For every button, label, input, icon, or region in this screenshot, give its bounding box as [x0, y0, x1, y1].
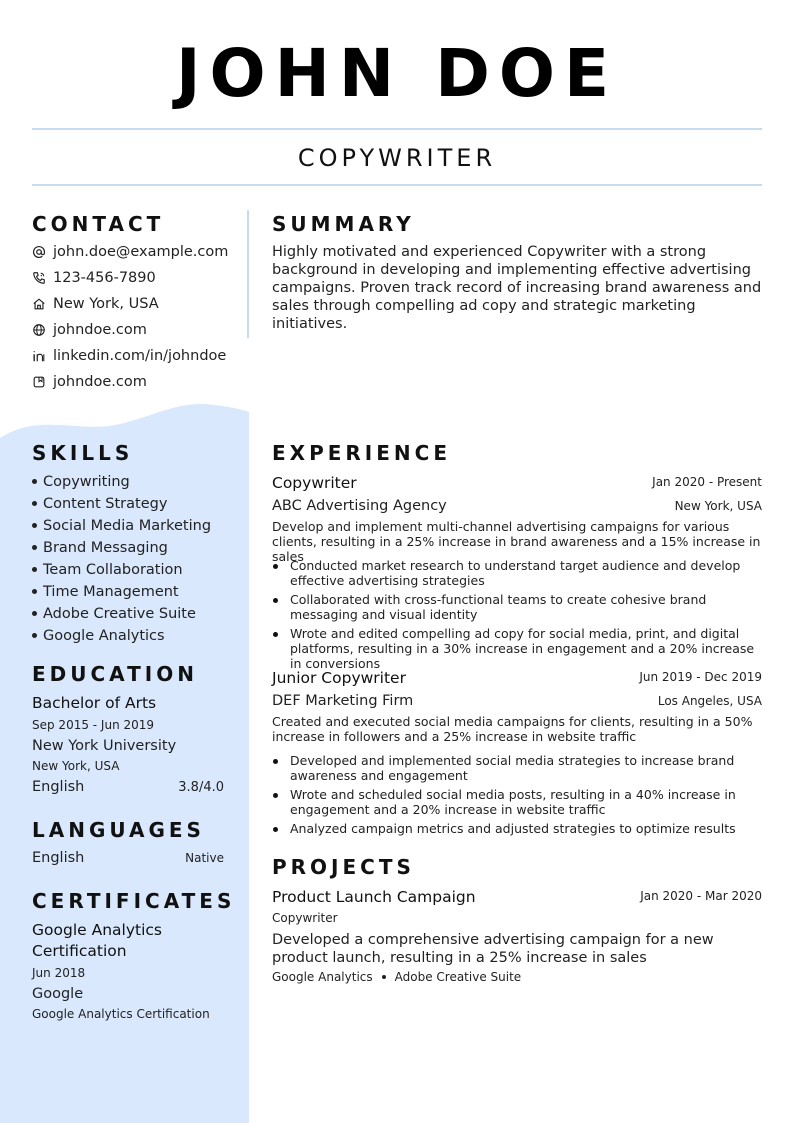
- bookmark-icon: [32, 375, 46, 389]
- header-divider-top: [32, 128, 762, 130]
- contact-location-text: New York, USA: [53, 296, 159, 312]
- job-description-1: Develop and implement multi-channel advertising campaigns for various clients, resulting in a 25% increase in brand awareness and a 15% increase in sales: [272, 519, 761, 564]
- job-company-1: ABC Advertising Agency: [272, 498, 447, 514]
- language-name: English: [32, 850, 85, 866]
- phone-icon: [32, 271, 46, 285]
- project-tool: Adobe Creative Suite: [394, 970, 522, 984]
- candidate-name: JOHN DOE: [175, 35, 619, 112]
- job-title-2: Junior Copywriter: [272, 669, 406, 687]
- job-location-1: New York, USA: [674, 499, 762, 513]
- education-degree: Bachelor of Arts: [32, 694, 157, 712]
- education-location: New York, USA: [32, 759, 120, 773]
- certificate-detail: Google Analytics Certification: [32, 1007, 210, 1021]
- education-field: English: [32, 779, 85, 795]
- certificate-name-line2: Certification: [32, 942, 127, 960]
- education-school: New York University: [32, 738, 177, 754]
- column-divider: [247, 210, 249, 338]
- skill-item: Content Strategy: [32, 493, 167, 515]
- projects-heading: PROJECTS: [272, 855, 415, 879]
- contact-portfolio-text: johndoe.com: [53, 374, 147, 390]
- globe-icon: [32, 323, 46, 337]
- skill-item: Brand Messaging: [32, 537, 168, 559]
- contact-email-text: john.doe@example.com: [53, 244, 229, 260]
- linkedin-icon: [32, 349, 46, 363]
- experience-heading: EXPERIENCE: [272, 441, 451, 465]
- job-title-1: Copywriter: [272, 474, 357, 492]
- project-tool: Google Analytics: [272, 970, 373, 984]
- languages-heading: LANGUAGES: [32, 818, 205, 842]
- project-name: Product Launch Campaign: [272, 888, 476, 906]
- separator-dot: [382, 975, 386, 979]
- summary-heading: SUMMARY: [272, 212, 415, 236]
- contact-portfolio[interactable]: [32, 369, 147, 395]
- contact-heading: CONTACT: [32, 212, 165, 236]
- skill-item: Copywriting: [32, 471, 130, 493]
- job-dates-2: Jun 2019 - Dec 2019: [639, 670, 762, 684]
- certificate-date: Jun 2018: [32, 966, 86, 980]
- contact-website[interactable]: [32, 317, 147, 343]
- skill-item: Team Collaboration: [32, 559, 183, 581]
- contact-phone[interactable]: [32, 265, 156, 291]
- skill-item: Social Media Marketing: [32, 515, 211, 537]
- header-divider-bottom: [32, 184, 762, 186]
- contact-location: [32, 291, 159, 317]
- skill-item: Time Management: [32, 581, 179, 603]
- job-description-2: Created and executed social media campaigns for clients, resulting in a 50% increase in followers and a 25% increase in website traffic: [272, 714, 753, 744]
- education-heading: EDUCATION: [32, 662, 198, 686]
- at-icon: [32, 245, 46, 259]
- project-role: Copywriter: [272, 911, 338, 925]
- certificates-heading: CERTIFICATES: [32, 889, 236, 913]
- certificate-issuer: Google: [32, 986, 84, 1002]
- summary-text: Highly motivated and experienced Copywriter with a strong background in developing and implementing effective advertising campaigns. Proven track record of increasing brand awareness and sales through compelling ad copy and strategic marketing initiatives.: [272, 244, 762, 332]
- project-tools: [272, 970, 521, 984]
- job-company-2: DEF Marketing Firm: [272, 693, 414, 709]
- education-dates: Sep 2015 - Jun 2019: [32, 718, 155, 732]
- job-dates-1: Jan 2020 - Present: [652, 475, 762, 489]
- project-dates: Jan 2020 - Mar 2020: [640, 889, 762, 903]
- language-level: Native: [185, 851, 224, 865]
- education-gpa: 3.8/4.0: [178, 780, 224, 795]
- job-title: COPYWRITER: [297, 144, 497, 172]
- contact-linkedin[interactable]: [32, 343, 226, 369]
- skills-heading: SKILLS: [32, 441, 134, 465]
- home-icon: [32, 297, 46, 311]
- contact-email[interactable]: [32, 239, 228, 265]
- certificate-name-line1: Google Analytics: [32, 921, 162, 939]
- skill-item: Adobe Creative Suite: [32, 603, 196, 625]
- contact-linkedin-text: linkedin.com/in/johndoe: [53, 348, 227, 364]
- contact-website-text: johndoe.com: [53, 322, 147, 338]
- contact-phone-text: 123-456-7890: [53, 270, 156, 286]
- job-location-2: Los Angeles, USA: [657, 694, 762, 708]
- skill-item: Google Analytics: [32, 625, 165, 647]
- project-description: Developed a comprehensive advertising campaign for a new product launch, resulting in a 25% increase in sales: [272, 932, 714, 966]
